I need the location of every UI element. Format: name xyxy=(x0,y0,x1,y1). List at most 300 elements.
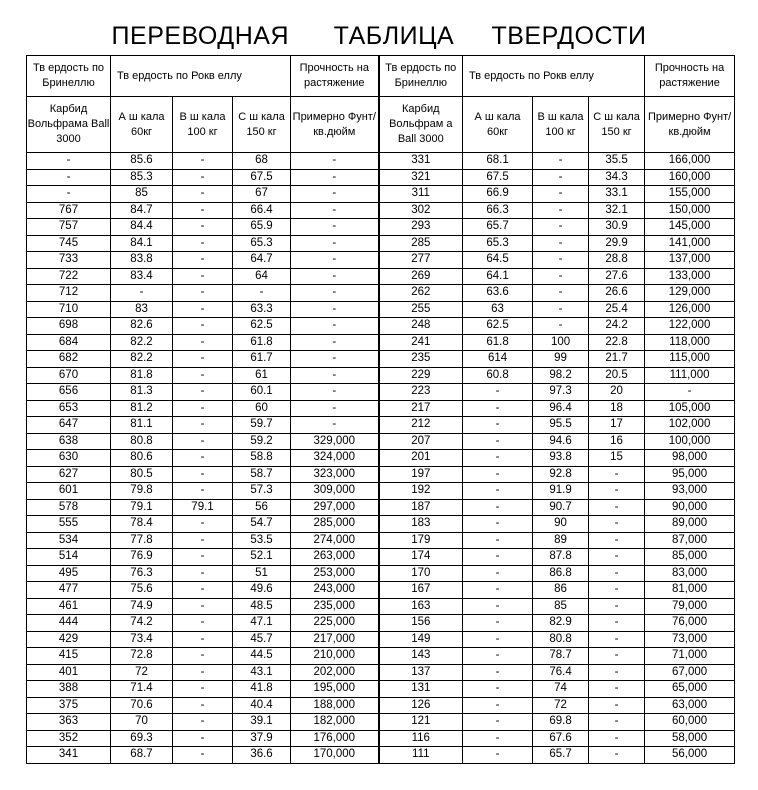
rockwell-b-cell: - xyxy=(533,186,589,203)
brinell-cell: 248 xyxy=(379,318,463,335)
rockwell-b-cell: - xyxy=(173,615,233,632)
table-row xyxy=(27,681,735,698)
rockwell-header: Тв ердость по Рокв еллу xyxy=(111,56,291,97)
rockwell-b-cell: 79.1 xyxy=(173,499,233,516)
tensile-cell: 89,000 xyxy=(645,516,735,533)
c-scale-subheader: С ш кала 150 кг xyxy=(233,97,291,153)
rockwell-c-cell: 48.5 xyxy=(233,598,291,615)
brinell-cell: 179 xyxy=(379,532,463,549)
rockwell-c-cell: 37.9 xyxy=(233,730,291,747)
tensile-cell: - xyxy=(291,186,379,203)
rockwell-c-cell: - xyxy=(589,747,645,764)
rockwell-c-cell: - xyxy=(589,582,645,599)
rockwell-b-cell: 69.8 xyxy=(533,714,589,731)
rockwell-a-cell: 68.7 xyxy=(111,747,173,764)
rockwell-c-cell: 43.1 xyxy=(233,664,291,681)
brinell-cell: 229 xyxy=(379,367,463,384)
rockwell-a-cell: 64.1 xyxy=(463,268,533,285)
tensile-cell: 243,000 xyxy=(291,582,379,599)
brinell-cell: - xyxy=(27,153,111,170)
tensile-cell: 285,000 xyxy=(291,516,379,533)
rockwell-a-cell: 65.7 xyxy=(463,219,533,236)
rockwell-c-cell: - xyxy=(589,730,645,747)
rockwell-c-cell: 54.7 xyxy=(233,516,291,533)
tensile-cell: 188,000 xyxy=(291,697,379,714)
rockwell-a-cell: - xyxy=(463,417,533,434)
rockwell-b-cell: 65.7 xyxy=(533,747,589,764)
brinell-cell: 167 xyxy=(379,582,463,599)
rockwell-a-cell: 62.5 xyxy=(463,318,533,335)
rockwell-c-cell: 61.8 xyxy=(233,334,291,351)
rockwell-b-cell: - xyxy=(173,202,233,219)
rockwell-a-cell: 66.9 xyxy=(463,186,533,203)
rockwell-c-cell: 30.9 xyxy=(589,219,645,236)
brinell-cell: 262 xyxy=(379,285,463,302)
rockwell-b-cell: 82.9 xyxy=(533,615,589,632)
brinell-cell: 156 xyxy=(379,615,463,632)
rockwell-a-cell: 83 xyxy=(111,301,173,318)
rockwell-c-cell: 25.4 xyxy=(589,301,645,318)
brinell-cell: 767 xyxy=(27,202,111,219)
rockwell-c-cell: - xyxy=(589,615,645,632)
tensile-cell: 225,000 xyxy=(291,615,379,632)
rockwell-c-cell: 26.6 xyxy=(589,285,645,302)
tensile-cell: 160,000 xyxy=(645,169,735,186)
brinell-cell: 514 xyxy=(27,549,111,566)
tensile-header: Прочность на растяжение xyxy=(645,56,735,97)
tensile-header: Прочность на растяжение xyxy=(291,56,379,97)
brinell-cell: 638 xyxy=(27,433,111,450)
rockwell-a-cell: 82.2 xyxy=(111,334,173,351)
a-scale-subheader: А ш кала 60кг xyxy=(111,97,173,153)
tensile-cell: 76,000 xyxy=(645,615,735,632)
rockwell-c-cell: 20 xyxy=(589,384,645,401)
tensile-cell: 87,000 xyxy=(645,532,735,549)
table-row xyxy=(27,285,735,302)
rockwell-a-cell: 76.9 xyxy=(111,549,173,566)
brinell-cell: 461 xyxy=(27,598,111,615)
tensile-cell: 141,000 xyxy=(645,235,735,252)
tensile-cell: 235,000 xyxy=(291,598,379,615)
rockwell-b-cell: - xyxy=(173,664,233,681)
rockwell-c-cell: - xyxy=(589,516,645,533)
rockwell-b-cell: - xyxy=(173,714,233,731)
table-row xyxy=(27,367,735,384)
tensile-cell: 122,000 xyxy=(645,318,735,335)
rockwell-b-cell: - xyxy=(173,301,233,318)
rockwell-a-cell: - xyxy=(463,483,533,500)
rockwell-a-cell: 72.8 xyxy=(111,648,173,665)
brinell-cell: 111 xyxy=(379,747,463,764)
rockwell-a-cell: 70.6 xyxy=(111,697,173,714)
brinell-cell: 311 xyxy=(379,186,463,203)
rockwell-c-cell: 51 xyxy=(233,565,291,582)
rockwell-b-cell: - xyxy=(173,483,233,500)
rockwell-a-cell: 74.9 xyxy=(111,598,173,615)
rockwell-a-cell: 80.6 xyxy=(111,450,173,467)
rockwell-c-cell: - xyxy=(589,483,645,500)
rockwell-c-cell: 60.1 xyxy=(233,384,291,401)
brinell-cell: 444 xyxy=(27,615,111,632)
rockwell-c-cell: 65.3 xyxy=(233,235,291,252)
rockwell-b-cell: - xyxy=(173,318,233,335)
rockwell-a-cell: 69.3 xyxy=(111,730,173,747)
table-row xyxy=(27,186,735,203)
brinell-cell: 126 xyxy=(379,697,463,714)
brinell-cell: 269 xyxy=(379,268,463,285)
rockwell-b-cell: 89 xyxy=(533,532,589,549)
table-row xyxy=(27,598,735,615)
tensile-cell: - xyxy=(291,169,379,186)
tensile-cell: 105,000 xyxy=(645,400,735,417)
rockwell-a-cell: - xyxy=(463,582,533,599)
rockwell-b-cell: 74 xyxy=(533,681,589,698)
tensile-cell: 150,000 xyxy=(645,202,735,219)
rockwell-b-cell: - xyxy=(173,334,233,351)
rockwell-header: Тв ердость по Рокв еллу xyxy=(463,56,645,97)
tensile-cell: 166,000 xyxy=(645,153,735,170)
rockwell-a-cell: 68.1 xyxy=(463,153,533,170)
rockwell-a-cell: - xyxy=(463,681,533,698)
brinell-cell: 534 xyxy=(27,532,111,549)
rockwell-c-cell: 58.8 xyxy=(233,450,291,467)
brinell-cell: 170 xyxy=(379,565,463,582)
rockwell-b-cell: - xyxy=(173,450,233,467)
brinell-cell: 733 xyxy=(27,252,111,269)
rockwell-c-cell: - xyxy=(233,285,291,302)
rockwell-b-cell: - xyxy=(533,153,589,170)
tensile-cell: - xyxy=(291,235,379,252)
tensile-cell: 253,000 xyxy=(291,565,379,582)
rockwell-a-cell: 614 xyxy=(463,351,533,368)
tensile-cell: 145,000 xyxy=(645,219,735,236)
tensile-cell: - xyxy=(291,153,379,170)
table-row xyxy=(27,384,735,401)
tensile-cell: 195,000 xyxy=(291,681,379,698)
rockwell-a-cell: 80.5 xyxy=(111,466,173,483)
tensile-cell: 63,000 xyxy=(645,697,735,714)
rockwell-b-cell: 92.8 xyxy=(533,466,589,483)
tensile-cell: 263,000 xyxy=(291,549,379,566)
tensile-subheader: Примерно Фунт/кв.дюйм xyxy=(291,97,379,153)
rockwell-a-cell: 63 xyxy=(463,301,533,318)
tensile-cell: 60,000 xyxy=(645,714,735,731)
table-row xyxy=(27,334,735,351)
rockwell-a-cell: 67.5 xyxy=(463,169,533,186)
tensile-cell: 111,000 xyxy=(645,367,735,384)
rockwell-c-cell: - xyxy=(589,714,645,731)
tensile-cell: 115,000 xyxy=(645,351,735,368)
rockwell-b-cell: - xyxy=(173,565,233,582)
rockwell-c-cell: 27.6 xyxy=(589,268,645,285)
rockwell-b-cell: - xyxy=(173,268,233,285)
rockwell-a-cell: 84.7 xyxy=(111,202,173,219)
rockwell-b-cell: 100 xyxy=(533,334,589,351)
rockwell-c-cell: 59.2 xyxy=(233,433,291,450)
tensile-cell: - xyxy=(291,318,379,335)
rockwell-a-cell: 60.8 xyxy=(463,367,533,384)
tensile-cell: 323,000 xyxy=(291,466,379,483)
tensile-cell: 102,000 xyxy=(645,417,735,434)
rockwell-c-cell: 16 xyxy=(589,433,645,450)
rockwell-b-cell: 78.7 xyxy=(533,648,589,665)
rockwell-c-cell: 17 xyxy=(589,417,645,434)
brinell-cell: 241 xyxy=(379,334,463,351)
rockwell-c-cell: 61 xyxy=(233,367,291,384)
brinell-cell: 207 xyxy=(379,433,463,450)
brinell-cell: 601 xyxy=(27,483,111,500)
rockwell-c-cell: - xyxy=(589,499,645,516)
rockwell-c-cell: 40.4 xyxy=(233,697,291,714)
rockwell-a-cell: 72 xyxy=(111,664,173,681)
brinell-cell: 627 xyxy=(27,466,111,483)
rockwell-b-cell: 97.3 xyxy=(533,384,589,401)
rockwell-c-cell: 67.5 xyxy=(233,169,291,186)
brinell-cell: 722 xyxy=(27,268,111,285)
brinell-cell: 163 xyxy=(379,598,463,615)
brinell-cell: 630 xyxy=(27,450,111,467)
brinell-cell: 255 xyxy=(379,301,463,318)
brinell-cell: 555 xyxy=(27,516,111,533)
rockwell-a-cell: 83.4 xyxy=(111,268,173,285)
rockwell-c-cell: 57.3 xyxy=(233,483,291,500)
rockwell-b-cell: - xyxy=(173,747,233,764)
brinell-cell: 183 xyxy=(379,516,463,533)
brinell-cell: 429 xyxy=(27,631,111,648)
brinell-header: Тв ердость по Бринеллю xyxy=(27,56,111,97)
rockwell-a-cell: - xyxy=(463,697,533,714)
rockwell-c-cell: - xyxy=(589,697,645,714)
tensile-cell: 79,000 xyxy=(645,598,735,615)
rockwell-c-cell: 44.5 xyxy=(233,648,291,665)
rockwell-c-cell: 20.5 xyxy=(589,367,645,384)
rockwell-a-cell: 81.2 xyxy=(111,400,173,417)
rockwell-c-cell: 65.9 xyxy=(233,219,291,236)
rockwell-c-cell: 39.1 xyxy=(233,714,291,731)
rockwell-b-cell: - xyxy=(173,598,233,615)
rockwell-c-cell: 64 xyxy=(233,268,291,285)
carbide-ball-subheader: Карбид Вольфрама Ball 3000 xyxy=(27,97,111,153)
table-row xyxy=(27,318,735,335)
rockwell-b-cell: - xyxy=(173,697,233,714)
table-row xyxy=(27,664,735,681)
page-title: ПЕРЕВОДНАЯ ТАБЛИЦА ТВЕРДОСТИ xyxy=(111,22,647,50)
rockwell-a-cell: 85.3 xyxy=(111,169,173,186)
rockwell-c-cell: 64.7 xyxy=(233,252,291,269)
rockwell-c-cell: 58.7 xyxy=(233,466,291,483)
rockwell-b-cell: 72 xyxy=(533,697,589,714)
tensile-cell: 98,000 xyxy=(645,450,735,467)
rockwell-a-cell: - xyxy=(463,384,533,401)
rockwell-c-cell: 53.5 xyxy=(233,532,291,549)
rockwell-c-cell: 32.1 xyxy=(589,202,645,219)
b-scale-subheader: В ш кала 100 кг xyxy=(173,97,233,153)
rockwell-b-cell: - xyxy=(173,466,233,483)
rockwell-b-cell: 67.6 xyxy=(533,730,589,747)
tensile-cell: - xyxy=(291,384,379,401)
rockwell-b-cell: - xyxy=(173,417,233,434)
rockwell-b-cell: 99 xyxy=(533,351,589,368)
tensile-cell: 118,000 xyxy=(645,334,735,351)
table-row xyxy=(27,169,735,186)
tensile-cell: 126,000 xyxy=(645,301,735,318)
rockwell-b-cell: - xyxy=(533,202,589,219)
rockwell-a-cell: 81.8 xyxy=(111,367,173,384)
tensile-cell: 67,000 xyxy=(645,664,735,681)
table-row xyxy=(27,648,735,665)
rockwell-b-cell: - xyxy=(173,384,233,401)
brinell-cell: 192 xyxy=(379,483,463,500)
rockwell-a-cell: - xyxy=(463,400,533,417)
tensile-cell: 297,000 xyxy=(291,499,379,516)
table-row xyxy=(27,219,735,236)
carbide-ball-subheader: Карбид Вольфрам а Ball 3000 xyxy=(379,97,463,153)
rockwell-c-cell: 45.7 xyxy=(233,631,291,648)
brinell-cell: 217 xyxy=(379,400,463,417)
table-row xyxy=(27,450,735,467)
tensile-cell: 100,000 xyxy=(645,433,735,450)
brinell-cell: 223 xyxy=(379,384,463,401)
rockwell-b-cell: - xyxy=(173,631,233,648)
brinell-cell: 653 xyxy=(27,400,111,417)
header-row xyxy=(27,56,735,97)
rockwell-a-cell: 84.4 xyxy=(111,219,173,236)
rockwell-b-cell: - xyxy=(173,582,233,599)
table-row xyxy=(27,730,735,747)
tensile-cell: 73,000 xyxy=(645,631,735,648)
rockwell-a-cell: 74.2 xyxy=(111,615,173,632)
tensile-cell: 133,000 xyxy=(645,268,735,285)
rockwell-b-cell: 95.5 xyxy=(533,417,589,434)
brinell-cell: - xyxy=(27,169,111,186)
rockwell-a-cell: - xyxy=(463,499,533,516)
rockwell-c-cell: 47.1 xyxy=(233,615,291,632)
brinell-cell: 235 xyxy=(379,351,463,368)
rockwell-a-cell: - xyxy=(463,433,533,450)
brinell-cell: 415 xyxy=(27,648,111,665)
rockwell-a-cell: 81.3 xyxy=(111,384,173,401)
brinell-cell: - xyxy=(27,186,111,203)
rockwell-c-cell: - xyxy=(589,466,645,483)
rockwell-a-cell: 82.2 xyxy=(111,351,173,368)
tensile-cell: - xyxy=(291,417,379,434)
tensile-cell: 93,000 xyxy=(645,483,735,500)
tensile-cell: 90,000 xyxy=(645,499,735,516)
table-row xyxy=(27,697,735,714)
rockwell-a-cell: 75.6 xyxy=(111,582,173,599)
tensile-cell: 71,000 xyxy=(645,648,735,665)
tensile-cell: 202,000 xyxy=(291,664,379,681)
rockwell-c-cell: 36.6 xyxy=(233,747,291,764)
rockwell-c-cell: 22.8 xyxy=(589,334,645,351)
rockwell-b-cell: - xyxy=(173,516,233,533)
rockwell-b-cell: - xyxy=(173,730,233,747)
b-scale-subheader: В ш кала 100 кг xyxy=(533,97,589,153)
rockwell-c-cell: 68 xyxy=(233,153,291,170)
rockwell-a-cell: - xyxy=(463,664,533,681)
rockwell-a-cell: 76.3 xyxy=(111,565,173,582)
brinell-cell: 149 xyxy=(379,631,463,648)
tensile-cell: 274,000 xyxy=(291,532,379,549)
rockwell-a-cell: 78.4 xyxy=(111,516,173,533)
tensile-cell: 210,000 xyxy=(291,648,379,665)
rockwell-c-cell: 59.7 xyxy=(233,417,291,434)
brinell-cell: 187 xyxy=(379,499,463,516)
table-row xyxy=(27,417,735,434)
rockwell-a-cell: - xyxy=(463,565,533,582)
rockwell-b-cell: - xyxy=(173,219,233,236)
rockwell-a-cell: 80.8 xyxy=(111,433,173,450)
table-row xyxy=(27,582,735,599)
brinell-cell: 745 xyxy=(27,235,111,252)
tensile-cell: - xyxy=(291,219,379,236)
brinell-cell: 710 xyxy=(27,301,111,318)
rockwell-a-cell: 85 xyxy=(111,186,173,203)
rockwell-b-cell: 94.6 xyxy=(533,433,589,450)
rockwell-c-cell: 33.1 xyxy=(589,186,645,203)
tensile-cell: 170,000 xyxy=(291,747,379,764)
rockwell-b-cell: - xyxy=(533,252,589,269)
rockwell-a-cell: 64.5 xyxy=(463,252,533,269)
brinell-cell: 121 xyxy=(379,714,463,731)
tensile-cell: 83,000 xyxy=(645,565,735,582)
rockwell-a-cell: 65.3 xyxy=(463,235,533,252)
rockwell-a-cell: 70 xyxy=(111,714,173,731)
brinell-cell: 131 xyxy=(379,681,463,698)
brinell-cell: 285 xyxy=(379,235,463,252)
tensile-cell: 324,000 xyxy=(291,450,379,467)
rockwell-c-cell: 52.1 xyxy=(233,549,291,566)
rockwell-c-cell: 34.3 xyxy=(589,169,645,186)
rockwell-a-cell: - xyxy=(463,714,533,731)
brinell-cell: 212 xyxy=(379,417,463,434)
brinell-cell: 341 xyxy=(27,747,111,764)
hardness-table xyxy=(26,55,735,764)
brinell-cell: 137 xyxy=(379,664,463,681)
rockwell-c-cell: 29.9 xyxy=(589,235,645,252)
rockwell-c-cell: 21.7 xyxy=(589,351,645,368)
brinell-cell: 201 xyxy=(379,450,463,467)
rockwell-a-cell: - xyxy=(463,466,533,483)
tensile-cell: 182,000 xyxy=(291,714,379,731)
c-scale-subheader: С ш кала 150 кг xyxy=(589,97,645,153)
table-row xyxy=(27,268,735,285)
rockwell-c-cell: 67 xyxy=(233,186,291,203)
rockwell-c-cell: - xyxy=(589,648,645,665)
brinell-cell: 578 xyxy=(27,499,111,516)
tensile-cell: 137,000 xyxy=(645,252,735,269)
rockwell-b-cell: 91.9 xyxy=(533,483,589,500)
tensile-cell: 65,000 xyxy=(645,681,735,698)
table-row xyxy=(27,400,735,417)
rockwell-c-cell: - xyxy=(589,565,645,582)
rockwell-b-cell: - xyxy=(533,235,589,252)
rockwell-b-cell: - xyxy=(173,186,233,203)
table-row xyxy=(27,433,735,450)
rockwell-b-cell: - xyxy=(533,301,589,318)
rockwell-a-cell: - xyxy=(463,450,533,467)
rockwell-b-cell: - xyxy=(173,252,233,269)
brinell-cell: 712 xyxy=(27,285,111,302)
tensile-cell: - xyxy=(291,400,379,417)
table-row xyxy=(27,499,735,516)
a-scale-subheader: А ш кала 60кг xyxy=(463,97,533,153)
brinell-cell: 698 xyxy=(27,318,111,335)
tensile-cell: 56,000 xyxy=(645,747,735,764)
brinell-cell: 143 xyxy=(379,648,463,665)
table-row xyxy=(27,532,735,549)
brinell-cell: 647 xyxy=(27,417,111,434)
